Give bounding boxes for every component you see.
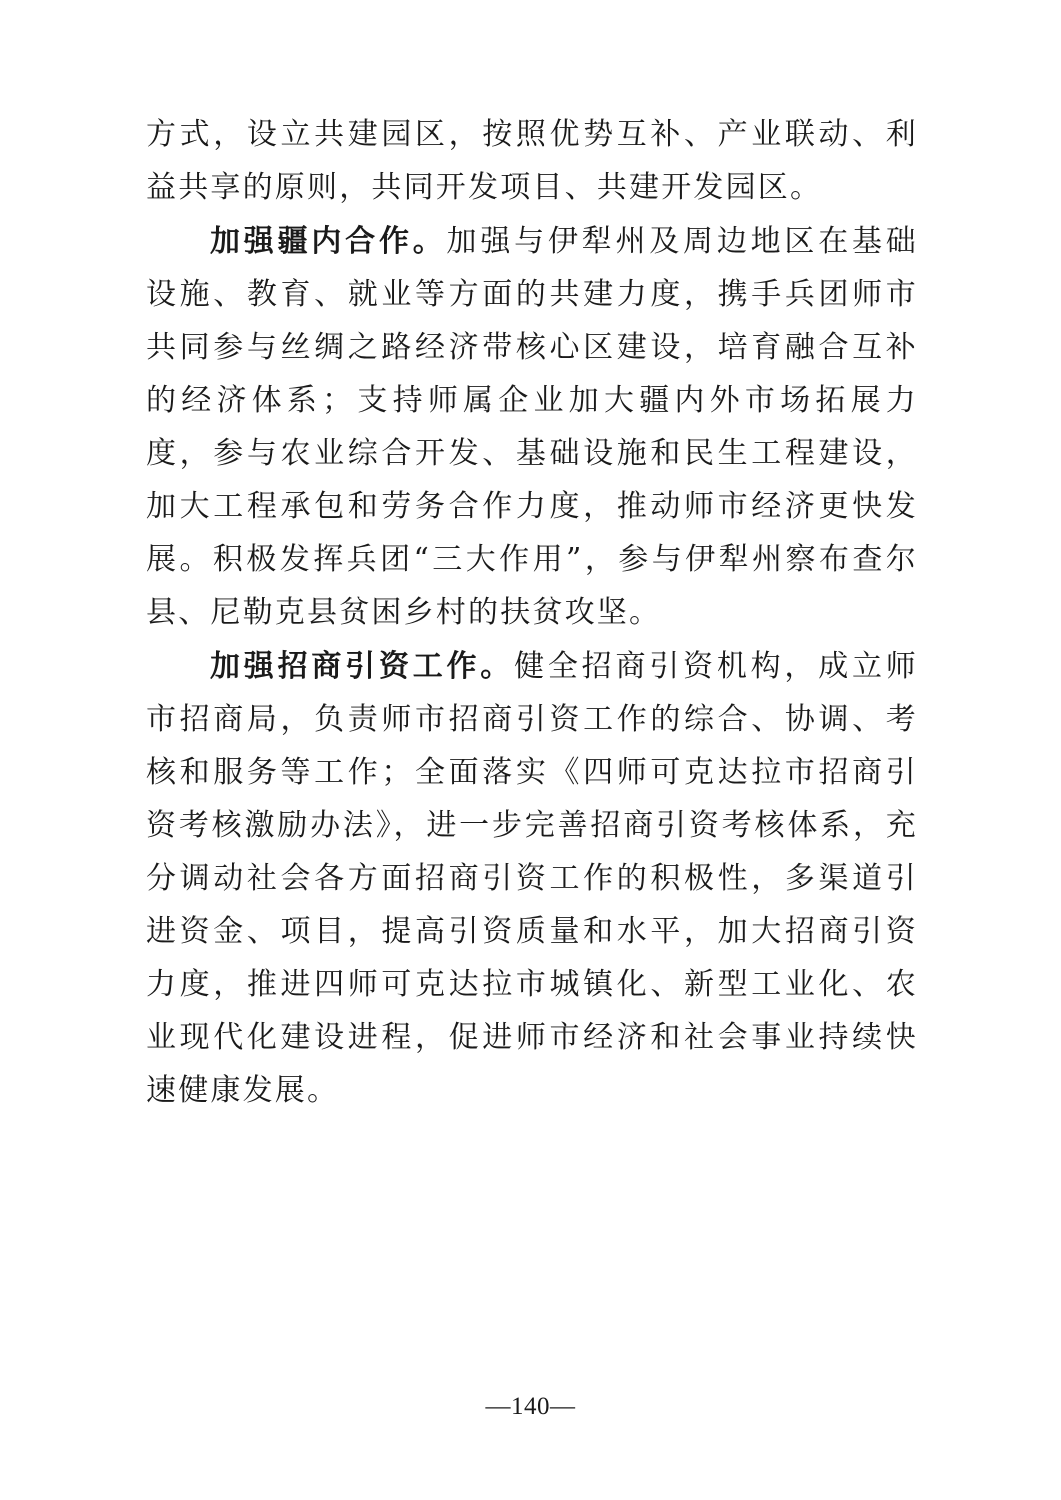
paragraph-xinjiang-cooperation [146,215,918,639]
paragraph-heading: 加强招商引资工作。 [210,649,515,684]
paragraph-text: 加强与伊犁州及周边地区在基础设施、教育、就业等方面的共建力度，携手兵团师市共同参与丝绸之路经济带核心区建设，培育融合互补的经济体系；支持师属企业加大疆内外市场拓展力度，参与农业综合开发、基础设施和民生工程建设，加大工程承包和劳务合作力度，推动师市经济更快发展。积极发挥兵团“三大作用”，参与伊犁州察布查尔县、尼勒克县贫困乡村的扶贫攻坚。 [146,224,918,630]
page-number: —140— [485,1393,576,1420]
paragraph-investment-attraction [146,640,918,1117]
paragraph-text: 方式，设立共建园区，按照优势互补、产业联动、利益共享的原则，共同开发项目、共建开发园区。 [146,117,918,205]
paragraph-heading: 加强疆内合作。 [210,224,447,259]
paragraph-text: 健全招商引资机构，成立师市招商局，负责师市招商引资工作的综合、协调、考核和服务等工作；全面落实《四师可克达拉市招商引资考核激励办法》，进一步完善招商引资考核体系，充分调动社会各方面招商引资工作的积极性，多渠道引进资金、项目，提高引资质量和水平，加大招商引资力度，推进四师可克达拉市城镇化、新型工业化、农业现代化建设进程，促进师市经济和社会事业持续快速健康发展。 [146,649,918,1108]
paragraph-continuation [146,108,918,214]
body-text [146,108,918,1118]
